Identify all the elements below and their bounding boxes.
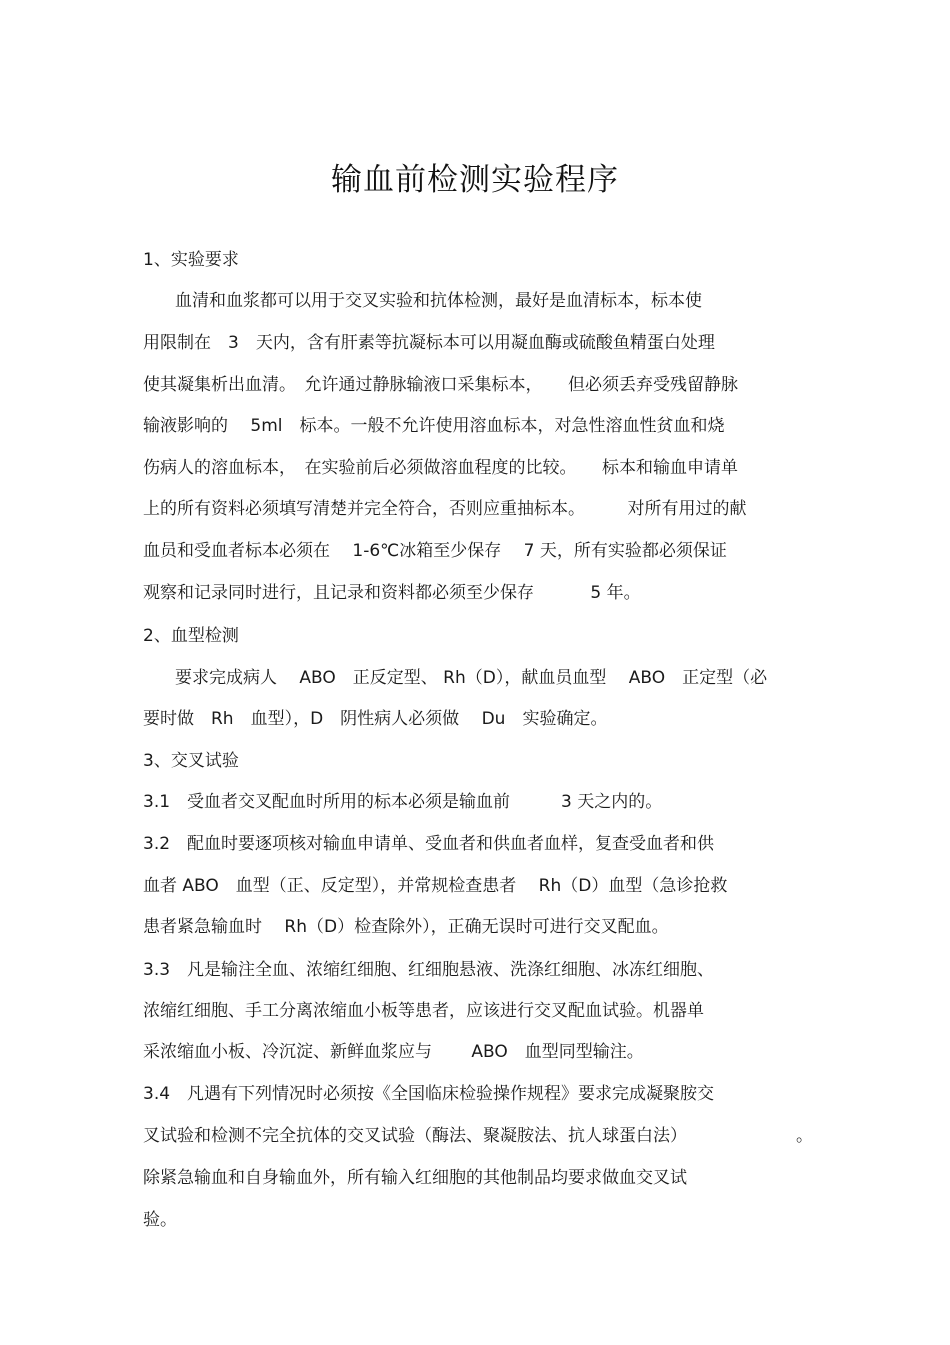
paragraph-line: 除紧急输血和自身输血外，所有输入红细胞的其他制品均要求做血交叉试 [143,1168,687,1188]
paragraph-line: 用限制在 3 天内，含有肝素等抗凝标本可以用凝血酶或硫酸鱼精蛋白处理 [143,333,715,353]
paragraph-line: 要时做 Rh 血型），D 阴性病人必须做 Du 实验确定。 [143,709,608,729]
paragraph-line: 浓缩红细胞、手工分离浓缩血小板等患者，应该进行交叉配血试验。机器单 [143,1001,704,1021]
paragraph-line: 输液影响的 5ml 标本。一般不允许使用溶血标本，对急性溶血性贫血和烧 [143,416,725,436]
paragraph-line: 采浓缩血小板、冷沉淀、新鲜血浆应与 ABO 血型同型输注。 [143,1042,644,1062]
paragraph-line: 3.3 凡是输注全血、浓缩红细胞、红细胞悬液、洗涤红细胞、冰冻红细胞、 [143,960,715,980]
paragraph-line: 血清和血浆都可以用于交叉实验和抗体检测，最好是血清标本，标本使 [175,291,702,311]
paragraph-line: 观察和记录同时进行，且记录和资料都必须至少保存 5 年。 [143,583,641,603]
paragraph-line: 验。 [143,1210,177,1230]
paragraph-line: 患者紧急输血时 Rh（D）检查除外），正确无误时可进行交叉配血。 [143,917,669,937]
paragraph-line: 血者 ABO 血型（正、反定型），并常规检查患者 Rh（D）血型（急诊抢救 [143,876,728,896]
section-heading: 2、血型检测 [143,626,239,646]
paragraph-line: 要求完成病人 ABO 正反定型、 Rh（D），献血员血型 ABO 正定型（必 [175,668,768,688]
paragraph-line: 上的所有资料必须填写清楚并完全符合，否则应重抽标本。 对所有用过的献 [143,499,747,519]
section-heading: 3、交叉试验 [143,751,239,771]
paragraph-line: 3.2 配血时要逐项核对输血申请单、受血者和供血者血样，复查受血者和供 [143,834,715,854]
trailing-punctuation: 。 [796,1126,813,1146]
paragraph-line: 血员和受血者标本必须在 1-6℃冰箱至少保存 7 天，所有实验都必须保证 [143,541,727,561]
page-title: 输血前检测实验程序 [331,162,619,198]
section-heading: 1、实验要求 [143,250,239,270]
paragraph-line: 伤病人的溶血标本， 在实验前后必须做溶血程度的比较。 标本和输血申请单 [143,458,738,478]
paragraph-line: 叉试验和检测不完全抗体的交叉试验（酶法、聚凝胺法、抗人球蛋白法） [143,1126,687,1146]
paragraph-line: 3.1 受血者交叉配血时所用的标本必须是输血前 3 天之内的。 [143,792,663,812]
paragraph-line: 使其凝集析出血清。 允许通过静脉输液口采集标本， 但必须丢弃受残留静脉 [143,375,738,395]
paragraph-line: 3.4 凡遇有下列情况时必须按《全国临床检验操作规程》要求完成凝聚胺交 [143,1084,715,1104]
